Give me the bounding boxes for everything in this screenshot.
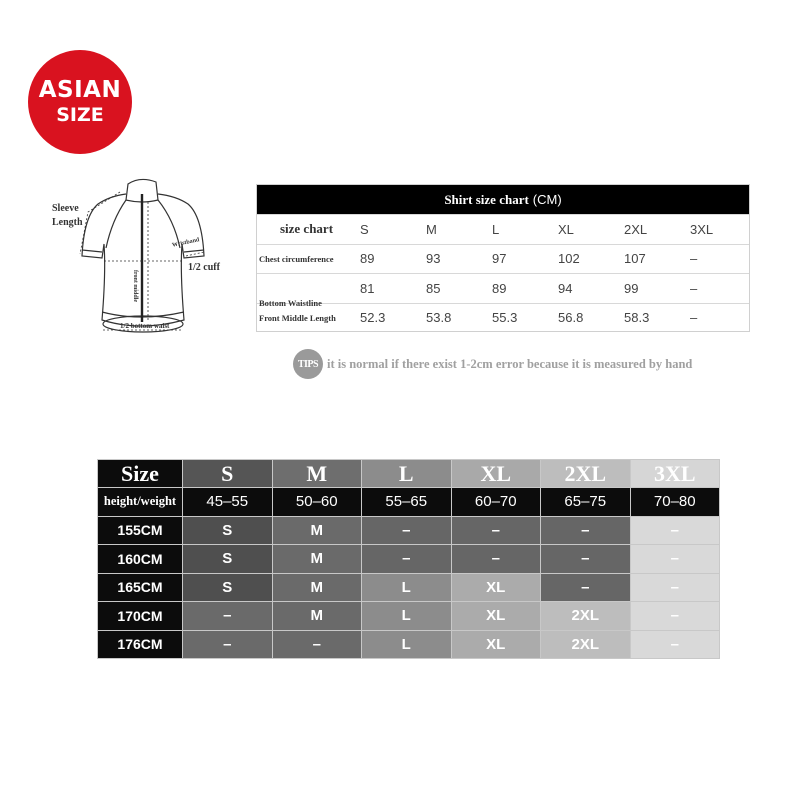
table-cell: – bbox=[630, 573, 720, 602]
height-weight-label: height/weight bbox=[98, 488, 183, 517]
table-cell: – bbox=[690, 310, 698, 326]
table-cell: – bbox=[690, 280, 698, 296]
measurement-tip bbox=[293, 349, 692, 379]
height-weight-row bbox=[98, 488, 720, 517]
height-label: 155CM bbox=[98, 516, 183, 545]
table-cell: – bbox=[541, 516, 631, 545]
weight-range: 45–55 bbox=[183, 488, 273, 517]
table-cell: L bbox=[362, 602, 452, 631]
table-cell: XL bbox=[451, 602, 541, 631]
shirt-chart-size-header-row bbox=[257, 214, 749, 244]
table-cell: 99 bbox=[624, 280, 639, 296]
table-row bbox=[98, 573, 720, 602]
size-col-header: XL bbox=[451, 460, 541, 488]
weight-range: 60–70 bbox=[451, 488, 541, 517]
table-cell: 97 bbox=[492, 251, 507, 267]
table-cell: 53.8 bbox=[426, 310, 452, 326]
height-weight-size-chart bbox=[97, 459, 720, 659]
sleeve-length-label: Sleeve Length bbox=[52, 203, 83, 228]
table-cell: L bbox=[362, 573, 452, 602]
size-header-label: Size bbox=[98, 460, 183, 488]
size-col-header: XL bbox=[558, 221, 574, 237]
table-cell: – bbox=[451, 516, 541, 545]
weight-range: 65–75 bbox=[541, 488, 631, 517]
table-cell: 85 bbox=[426, 280, 441, 296]
table-cell: – bbox=[630, 602, 720, 631]
table-cell: – bbox=[630, 545, 720, 574]
badge-line-1: ASIAN bbox=[38, 77, 122, 103]
table-cell: 2XL bbox=[541, 630, 631, 659]
shirt-chart-title: Shirt size chart (CM) bbox=[257, 185, 749, 214]
front-middle-label: front middle bbox=[132, 270, 138, 303]
size-col-header: L bbox=[492, 221, 500, 237]
chest-circumference-row bbox=[257, 244, 749, 274]
table-cell: M bbox=[272, 602, 362, 631]
height-label: 165CM bbox=[98, 573, 183, 602]
shirt-measurement-diagram bbox=[40, 172, 240, 352]
table-cell: 102 bbox=[558, 251, 580, 267]
table-cell: S bbox=[183, 516, 273, 545]
height-label: 170CM bbox=[98, 602, 183, 631]
half-bottom-waist-label: 1/2 bottom waist bbox=[120, 322, 170, 330]
table-cell: M bbox=[272, 545, 362, 574]
size-col-header: S bbox=[360, 221, 369, 237]
table-cell: M bbox=[272, 516, 362, 545]
table-cell: – bbox=[362, 545, 452, 574]
size-col-header: 2XL bbox=[541, 460, 631, 488]
badge-line-2: SIZE bbox=[56, 104, 104, 126]
row-label: Bottom Waistline bbox=[259, 297, 322, 308]
row-label: Front Middle Length bbox=[259, 312, 336, 323]
table-cell: 55.3 bbox=[492, 310, 518, 326]
table-cell: – bbox=[541, 573, 631, 602]
table-cell: L bbox=[362, 630, 452, 659]
table-cell: S bbox=[183, 573, 273, 602]
table-cell: 89 bbox=[492, 280, 507, 296]
table-row bbox=[98, 545, 720, 574]
table-cell: 52.3 bbox=[360, 310, 386, 326]
table-cell: 93 bbox=[426, 251, 441, 267]
bottom-waistline-row bbox=[257, 273, 749, 308]
table-cell: 81 bbox=[360, 280, 375, 296]
table-cell: 89 bbox=[360, 251, 375, 267]
table-row bbox=[98, 602, 720, 631]
table-cell: – bbox=[630, 516, 720, 545]
table-row bbox=[98, 630, 720, 659]
table-row bbox=[98, 516, 720, 545]
table-cell: – bbox=[690, 251, 698, 267]
size-chart-label: size chart bbox=[279, 221, 334, 237]
table-cell: 2XL bbox=[541, 602, 631, 631]
shirt-size-chart bbox=[256, 184, 750, 332]
half-cuff-label: 1/2 cuff bbox=[188, 262, 220, 273]
tip-text: it is normal if there exist 1-2cm error because it is measured by hand bbox=[327, 356, 693, 371]
table-cell: 58.3 bbox=[624, 310, 650, 326]
asian-size-badge bbox=[28, 50, 132, 154]
size-col-header: L bbox=[362, 460, 452, 488]
row-label: Chest circumference bbox=[259, 253, 334, 264]
table-cell: 107 bbox=[624, 251, 646, 267]
table-cell: 94 bbox=[558, 280, 573, 296]
table-cell: – bbox=[630, 630, 720, 659]
weight-range: 50–60 bbox=[272, 488, 362, 517]
wristband-label: Wristband bbox=[171, 237, 200, 249]
size-col-header: 2XL bbox=[624, 221, 648, 237]
table-cell: – bbox=[272, 630, 362, 659]
table-cell: M bbox=[272, 573, 362, 602]
size-col-header: 3XL bbox=[630, 460, 720, 488]
height-label: 160CM bbox=[98, 545, 183, 574]
table-cell: XL bbox=[451, 573, 541, 602]
size-header-row bbox=[98, 460, 720, 488]
weight-range: 55–65 bbox=[362, 488, 452, 517]
size-col-header: M bbox=[272, 460, 362, 488]
weight-range: 70–80 bbox=[630, 488, 720, 517]
size-col-header: S bbox=[183, 460, 273, 488]
table-cell: – bbox=[541, 545, 631, 574]
table-cell: XL bbox=[451, 630, 541, 659]
table-cell: 56.8 bbox=[558, 310, 584, 326]
table-cell: – bbox=[183, 602, 273, 631]
table-cell: – bbox=[362, 516, 452, 545]
size-col-header: 3XL bbox=[690, 221, 714, 237]
table-cell: – bbox=[183, 630, 273, 659]
table-cell: S bbox=[183, 545, 273, 574]
size-col-header: M bbox=[426, 221, 437, 237]
height-label: 176CM bbox=[98, 630, 183, 659]
tips-icon: TIPS bbox=[293, 349, 323, 379]
table-cell: – bbox=[451, 545, 541, 574]
